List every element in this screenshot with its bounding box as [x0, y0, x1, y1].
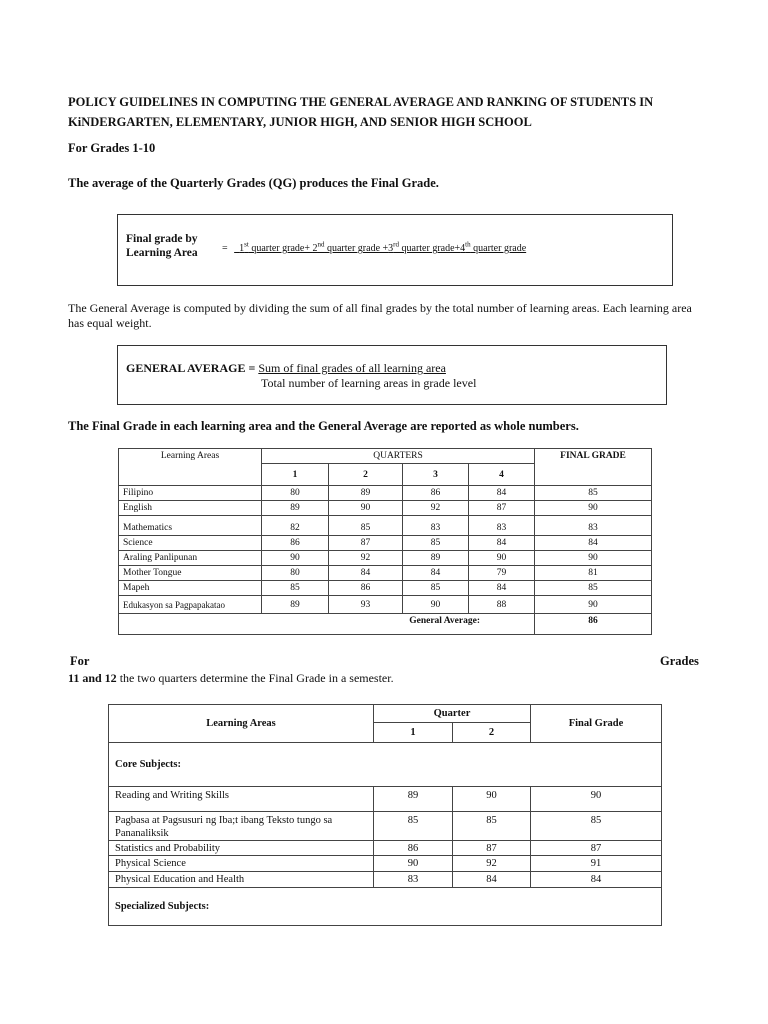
final-grade-cell: 83	[535, 516, 652, 536]
grades-1-10-table	[118, 448, 652, 635]
ga-denominator: Total number of learning areas in grade level	[261, 376, 477, 390]
grade-cell: 82	[262, 516, 329, 536]
grade-cell: 84	[403, 566, 469, 581]
grades-11-12-bold: 11 and 12	[68, 671, 117, 685]
q3-sup: rd	[393, 240, 399, 249]
grade-cell: 89	[262, 501, 329, 516]
area-cell: Science	[119, 536, 262, 551]
table-row	[119, 566, 652, 581]
ga-label: GENERAL AVERAGE =	[126, 361, 259, 375]
q3-num: 3	[388, 243, 394, 254]
final-grade-cell: 85	[531, 812, 662, 841]
grade-cell: 84	[469, 536, 535, 551]
grade-cell: 79	[469, 566, 535, 581]
grade-cell: 92	[403, 501, 469, 516]
table-row	[119, 551, 652, 566]
grade-cell: 86	[403, 486, 469, 501]
grade-cell: 86	[262, 536, 329, 551]
table2-header-quarter: Quarter	[374, 705, 531, 723]
table-row	[109, 787, 662, 812]
table2-q2-header: 2	[453, 723, 531, 743]
grade-cell: 84	[329, 566, 403, 581]
grade-cell: 85	[374, 812, 453, 841]
area-cell: Mother Tongue	[119, 566, 262, 581]
table-row	[109, 856, 662, 872]
grade-cell: 90	[374, 856, 453, 872]
area-cell: Araling Panlipunan	[119, 551, 262, 566]
grade-cell: 86	[374, 841, 453, 856]
final-grade-statement: The average of the Quarterly Grades (QG) produces the Final Grade.	[68, 176, 439, 190]
area-cell: Filipino	[119, 486, 262, 501]
subject-cell: Reading and Writing Skills	[109, 787, 374, 812]
for-word: For	[70, 654, 90, 668]
subject-cell: Pagbasa at Pagsusuri ng Iba;t ibang Teksto tungo sa Pananaliksik	[109, 812, 374, 841]
table2-header-area: Learning Areas	[109, 705, 374, 743]
general-average-paragraph: The General Average is computed by dividing the sum of all final grades by the total number of learning areas. Each learning area has equal weight.	[68, 301, 692, 330]
table1-q1-header: 1	[262, 464, 329, 486]
final-grade-cell: 84	[531, 872, 662, 888]
grade-cell: 87	[329, 536, 403, 551]
final-grade-cell: 81	[535, 566, 652, 581]
grade-cell: 90	[262, 551, 329, 566]
specialized-subjects-row	[109, 888, 662, 926]
grade-cell: 80	[262, 486, 329, 501]
formula-label-line-1: Final grade by	[126, 233, 198, 245]
general-average-label: General Average:	[119, 614, 535, 635]
formula-equals: =	[222, 243, 228, 254]
table1-q3-header: 3	[403, 464, 469, 486]
subject-cell: Statistics and Probability	[109, 841, 374, 856]
formula-numerator	[234, 240, 527, 254]
final-grade-cell: 85	[535, 486, 652, 501]
q4-sup: th	[465, 240, 471, 249]
grades-11-12-rest: the two quarters determine the Final Grade in a semester.	[116, 671, 394, 685]
q1-sup: st	[244, 240, 249, 249]
area-cell: Edukasyon sa Pagpapakatao	[119, 596, 262, 614]
grade-cell: 93	[329, 596, 403, 614]
grade-cell: 89	[329, 486, 403, 501]
table-row	[109, 872, 662, 888]
table1-q4-header: 4	[469, 464, 535, 486]
title-line-2: KiNDERGARTEN, ELEMENTARY, JUNIOR HIGH, AND SENIOR HIGH SCHOOL	[68, 115, 532, 129]
grade-cell: 80	[262, 566, 329, 581]
final-grade-cell: 84	[535, 536, 652, 551]
table1-header-final: FINAL GRADE	[535, 449, 652, 486]
document-title	[68, 92, 708, 132]
table-row	[109, 812, 662, 841]
table-row	[119, 501, 652, 516]
table-row	[119, 536, 652, 551]
table1-header-row	[119, 449, 652, 464]
q4-text: quarter grade	[470, 243, 527, 254]
grade-cell: 90	[403, 596, 469, 614]
formula-label	[126, 232, 198, 260]
grade-cell: 83	[469, 516, 535, 536]
table1-header-area: Learning Areas	[119, 449, 262, 486]
general-average-row	[119, 614, 652, 635]
grade-cell: 84	[469, 581, 535, 596]
final-grade-cell: 91	[531, 856, 662, 872]
grade-cell: 90	[469, 551, 535, 566]
grade-cell: 85	[262, 581, 329, 596]
q2-num: 2	[312, 243, 318, 254]
formula-expression	[222, 240, 527, 254]
q2-text: quarter grade +	[324, 243, 389, 254]
general-average-value: 86	[535, 614, 652, 635]
final-grade-cell: 90	[535, 596, 652, 614]
grade-cell: 85	[403, 581, 469, 596]
table-row	[119, 581, 652, 596]
grade-cell: 83	[403, 516, 469, 536]
grade-cell: 87	[469, 501, 535, 516]
final-grade-cell: 85	[535, 581, 652, 596]
q1-num: 1	[239, 243, 245, 254]
area-cell: Mapeh	[119, 581, 262, 596]
grade-cell: 83	[374, 872, 453, 888]
final-grade-cell: 90	[535, 551, 652, 566]
grade-cell: 84	[469, 486, 535, 501]
specialized-subjects-label: Specialized Subjects:	[109, 888, 662, 926]
grade-cell: 92	[453, 856, 531, 872]
ga-formula-line	[126, 361, 446, 376]
grade-cell: 85	[453, 812, 531, 841]
grade-cell: 90	[329, 501, 403, 516]
ga-numerator: Sum of final grades of all learning area	[258, 361, 446, 375]
final-grade-cell: 90	[535, 501, 652, 516]
grade-cell: 88	[469, 596, 535, 614]
final-grade-cell: 90	[531, 787, 662, 812]
table-row	[109, 841, 662, 856]
final-grade-formula-box	[117, 214, 673, 286]
q2-sup: nd	[317, 240, 325, 249]
grade-cell: 89	[403, 551, 469, 566]
area-cell: Mathematics	[119, 516, 262, 536]
table-row	[119, 516, 652, 536]
core-subjects-label: Core Subjects:	[109, 743, 662, 787]
whole-numbers-statement: The Final Grade in each learning area and the General Average are reported as whole numbers.	[68, 419, 579, 433]
table2-q1-header: 1	[374, 723, 453, 743]
grade-cell: 92	[329, 551, 403, 566]
q3-text: quarter grade+	[399, 243, 461, 254]
q1-text: quarter grade+	[248, 243, 313, 254]
area-cell: English	[119, 501, 262, 516]
subject-cell: Physical Science	[109, 856, 374, 872]
table-row	[119, 596, 652, 614]
q4-num: 4	[460, 243, 466, 254]
title-line-1: POLICY GUIDELINES IN COMPUTING THE GENERAL AVERAGE AND RANKING OF STUDENTS IN	[68, 95, 654, 109]
grade-cell: 89	[374, 787, 453, 812]
grade-cell: 85	[403, 536, 469, 551]
grade-cell: 86	[329, 581, 403, 596]
grade-cell: 90	[453, 787, 531, 812]
grade-cell: 84	[453, 872, 531, 888]
table-row	[119, 486, 652, 501]
table2-header-row	[109, 705, 662, 723]
grade-cell: 87	[453, 841, 531, 856]
grades-word: Grades	[660, 654, 699, 668]
subject-cell: Physical Education and Health	[109, 872, 374, 888]
table2-header-final: Final Grade	[531, 705, 662, 743]
formula-label-line-2: Learning Area	[126, 247, 198, 259]
core-subjects-row	[109, 743, 662, 787]
grades-11-12-table	[108, 704, 662, 926]
grade-cell: 89	[262, 596, 329, 614]
table1-header-quarters: QUARTERS	[262, 449, 535, 464]
table1-q2-header: 2	[329, 464, 403, 486]
grades-1-10-heading: For Grades 1-10	[68, 141, 156, 155]
general-average-formula-box	[117, 345, 667, 405]
grades-11-12-statement	[68, 671, 394, 686]
final-grade-cell: 87	[531, 841, 662, 856]
grade-cell: 85	[329, 516, 403, 536]
